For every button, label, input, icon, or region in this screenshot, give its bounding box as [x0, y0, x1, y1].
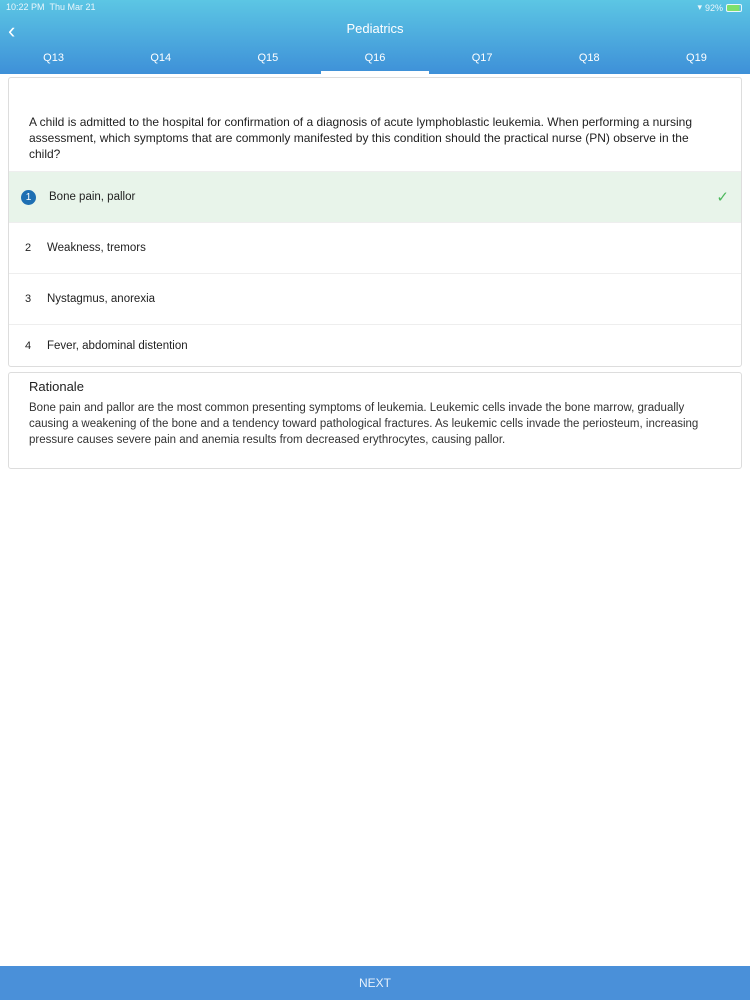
- option-label: Nystagmus, anorexia: [47, 293, 156, 305]
- answer-option-1[interactable]: [9, 171, 741, 222]
- chevron-left-icon: ‹: [8, 18, 16, 43]
- battery-icon: [726, 4, 742, 12]
- question-text: A child is admitted to the hospital for confirmation of a diagnosis of acute lymphoblastic leukemia. When performing a nursing assessment, which symptoms that are commonly manifested by this condition should the practical nurse (PN) observe in the child?: [29, 115, 693, 161]
- option-number: 1: [21, 190, 36, 205]
- question-card: [8, 77, 742, 367]
- answer-option-4[interactable]: [9, 324, 741, 366]
- status-time: 10:22 PM Thu Mar 21: [6, 2, 96, 12]
- tab-q15[interactable]: Q15: [257, 52, 279, 64]
- tab-q18[interactable]: Q18: [578, 52, 600, 64]
- tab-q14[interactable]: Q14: [150, 52, 172, 64]
- wifi-icon: ▾: [697, 2, 702, 12]
- answer-option-3[interactable]: [9, 273, 741, 324]
- rationale-card: [8, 372, 742, 469]
- rationale-title: Rationale: [29, 379, 84, 394]
- tab-q16[interactable]: Q16: [321, 52, 428, 74]
- status-indicators: [697, 2, 742, 13]
- tab-q19[interactable]: Q19: [686, 52, 707, 64]
- app-header: [0, 0, 750, 74]
- option-label: Bone pain, pallor: [49, 191, 136, 203]
- option-label: Fever, abdominal distention: [47, 339, 188, 352]
- answer-option-2[interactable]: [9, 222, 741, 273]
- option-number: 3: [24, 293, 32, 305]
- checkmark-icon: ✓: [716, 189, 729, 206]
- tab-q17[interactable]: Q17: [471, 52, 493, 64]
- option-label: Weakness, tremors: [47, 242, 146, 254]
- tab-q13[interactable]: Q13: [43, 52, 64, 64]
- option-number: 2: [24, 242, 32, 254]
- option-number: 4: [24, 339, 32, 352]
- page-title: Pediatrics: [346, 21, 404, 36]
- rationale-text: Bone pain and pallor are the most common presenting symptoms of leukemia. Leukemic cells invade the bone marrow, gradually causing a weakening of the bone and a tendency toward pathological fractures. As leukemic cells invade the periosteum, increasing pressure causes severe pain and anemia results from decreased erythrocytes, causing pallor.: [29, 402, 699, 446]
- question-tabs: [0, 52, 750, 74]
- battery-percent: 92%: [704, 2, 723, 13]
- next-button[interactable]: NEXT: [0, 966, 750, 1000]
